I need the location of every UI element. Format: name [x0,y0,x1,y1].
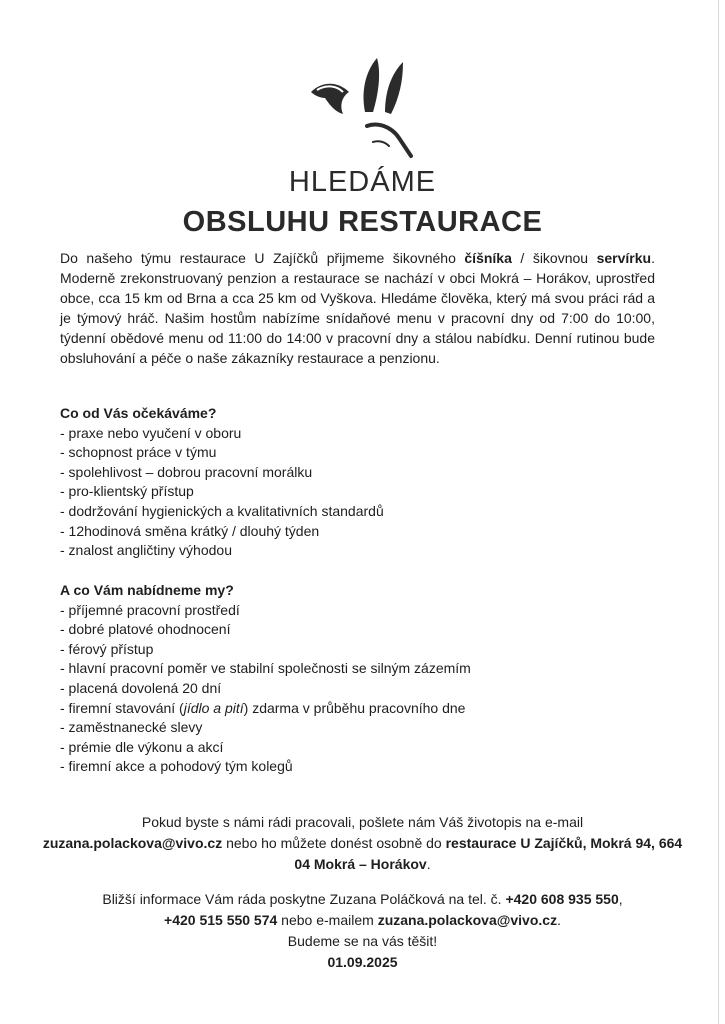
offer-title: A co Vám nabídneme my? [60,582,234,598]
contact-paragraph [40,889,685,973]
posting-date: 01.09.2025 [327,954,398,970]
expectations-title: Co od Vás očekáváme? [60,405,217,421]
contact-email-link[interactable]: zuzana.polackova@vivo.cz [377,912,558,928]
list-item: - pro-klientský přístup [60,483,194,500]
offer-section [60,581,660,777]
expectations-list [60,424,660,561]
apply-paragraph [40,812,685,875]
contact-text: nebo e-mailem [277,912,378,928]
closing-text: Budeme se na vás těšit! [287,933,438,949]
rabbit-logo-icon [303,52,413,162]
list-item: - příjemné pracovní prostředí [60,601,240,618]
intro-text: / šikovnou [511,250,597,266]
list-item: - schopnost práce v týmu [60,444,217,461]
list-item: - znalost angličtiny výhodou [60,542,232,559]
page-kicker: HLEDÁME [288,166,437,198]
phone-number[interactable]: +420 608 935 550 [505,891,619,907]
intro-text: Do našeho týmu restaurace U Zajíčků přijmeme šikovného [60,250,465,266]
list-item: - spolehlivost – dobrou pracovní morálku [60,463,313,480]
list-item: - firemní akce a pohodový tým kolegů [60,758,293,775]
list-item: - hlavní pracovní poměr ve stabilní společnosti se silným zázemím [60,660,471,677]
list-item: - 12hodinová směna krátký / dlouhý týden [60,522,320,539]
apply-text: Pokud byste s námi rádi pracovali, pošlete nám Váš životopis na e-mail [141,814,584,830]
page-edge-line [718,0,719,1024]
contact-text: . [557,912,561,928]
phone-number[interactable]: +420 515 550 574 [164,912,278,928]
list-item: - placená dovolená 20 dní [60,679,222,696]
position-waitress: servírku [596,250,652,266]
offer-list [60,601,660,777]
contact-text: Bližší informace Vám ráda poskytne Zuzana Poláčková na tel. č. [102,891,506,907]
apply-text: . [426,856,431,872]
expectations-section [60,404,660,561]
meal-item-text: ) zdarma v průběhu pracovního dne [243,699,466,716]
list-item [60,699,660,719]
intro-text: . Moderně zrekonstruovaný penzion a restaurace se nachází v obci Mokrá – Horákov, uprostřed obce, cca 15 km od Brna a cca 25 km od Vyškova. Hledáme člověka, který má svou práci rád a je týmový hráč. Našim hostům nabízíme snídaňové menu v pracovní dny od 7:00 do 10:00, týdenní obědové menu od 11:00 do 14:00 v pracovní dny a stálou nabídku. Denní rutinou bude obsluhování a péče o naše zákazníky restaurace a penzionu. [60,250,655,366]
meal-item-text: - firemní stavování ( [60,699,184,716]
list-item: - férový přístup [60,640,154,657]
list-item: - praxe nebo vyučení v oboru [60,424,242,441]
restaurant-address: restaurace U Zajíčků, Mokrá 94, 664 04 Mokrá – Horákov [294,835,683,872]
contact-text: , [618,891,623,907]
meal-item-italic: jídlo a pití [183,699,244,716]
page-title: OBSLUHU RESTAURACE [182,206,543,238]
list-item: - dobré platové ohodnocení [60,621,231,638]
intro-paragraph [60,248,655,368]
list-item: - prémie dle výkonu a akcí [60,738,224,755]
list-item: - dodržování hygienických a kvalitativních standardů [60,502,384,519]
position-waiter: číšníka [464,250,512,266]
list-item: - zaměstnanecké slevy [60,719,203,736]
apply-text: nebo ho můžete donést osobně do [222,835,446,851]
contact-email-link[interactable]: zuzana.polackova@vivo.cz [42,835,223,851]
